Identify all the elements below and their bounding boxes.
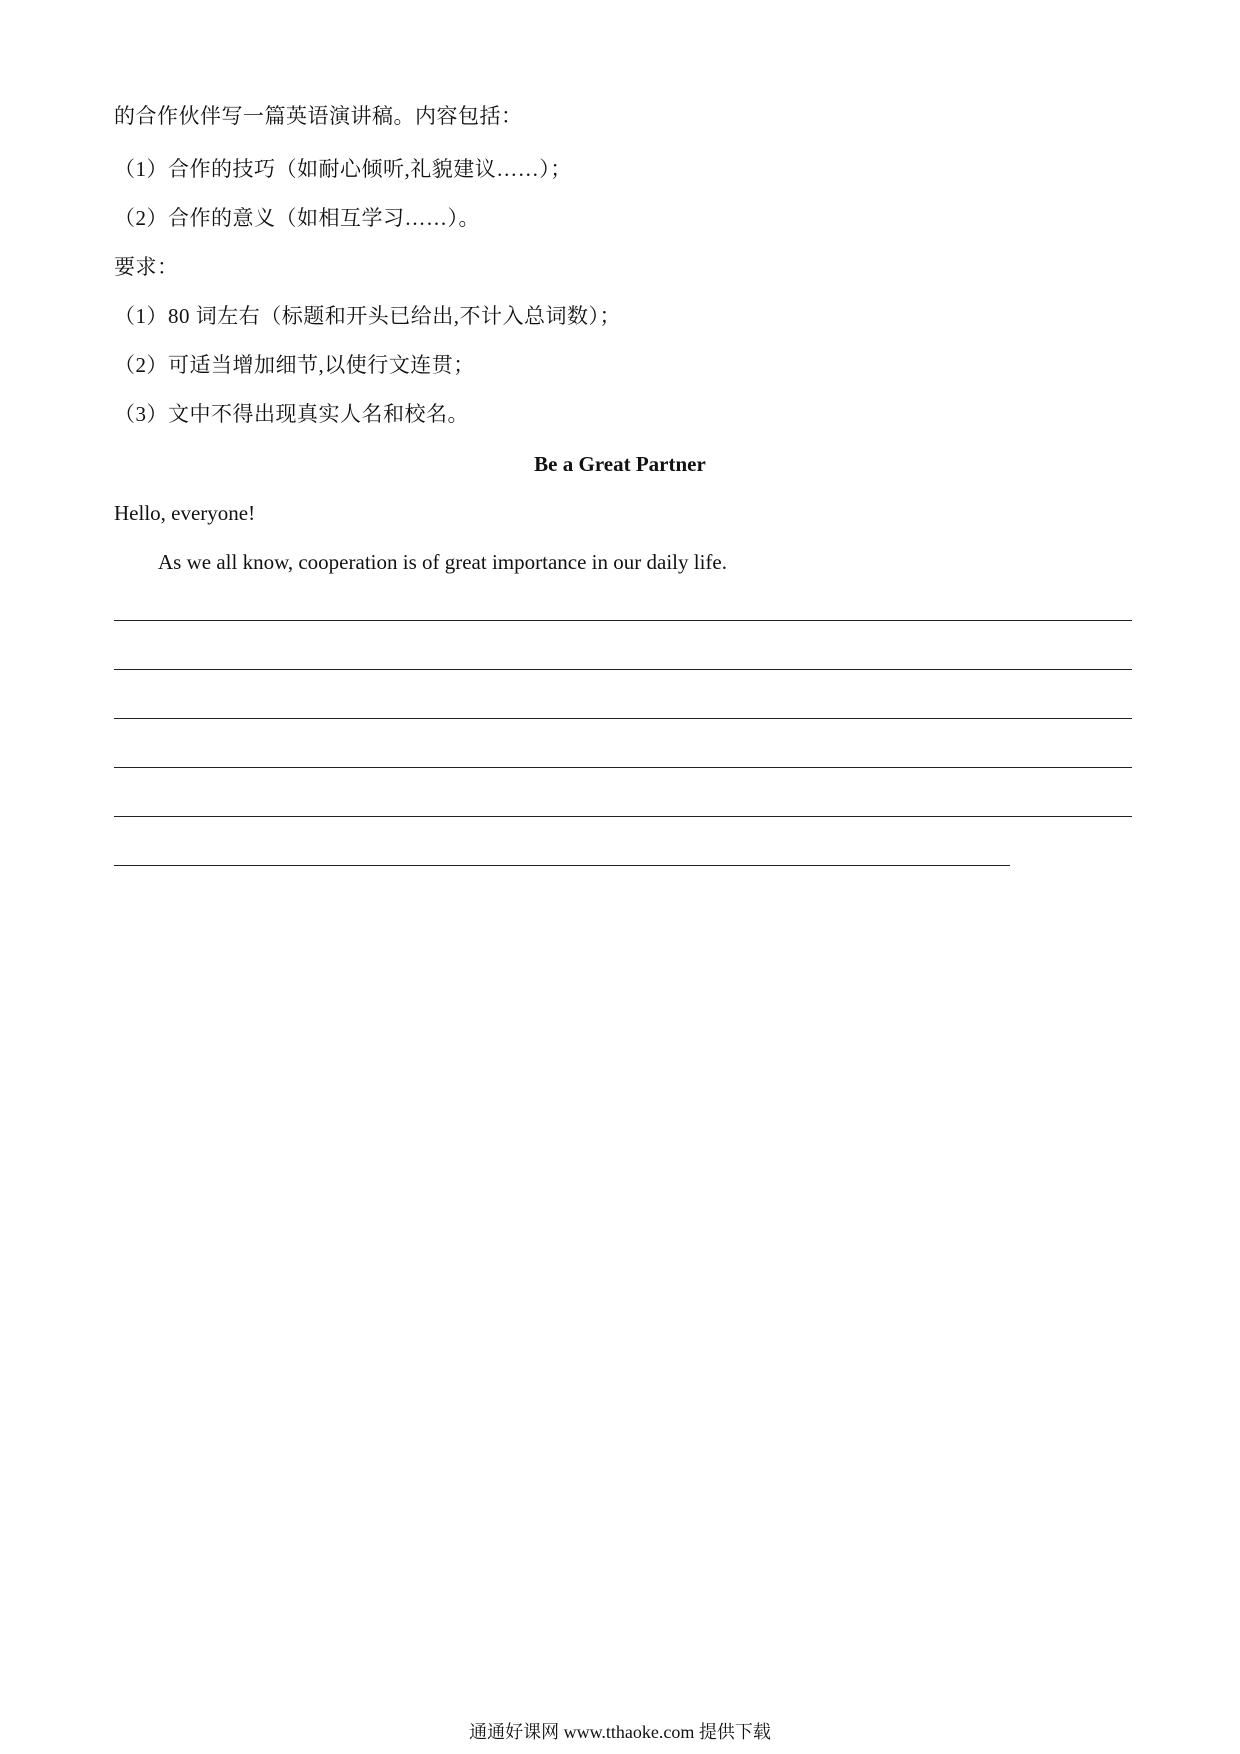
content-item-2: （2）合作的意义（如相互学习……）。 [114,206,480,230]
essay-greeting: Hello, everyone! [114,501,256,525]
essay-title: Be a Great Partner [534,452,706,476]
answer-line [114,767,1132,768]
requirements-heading: 要求： [114,255,179,279]
footer-source-note: 通通好课网 www.tthaoke.com 提供下载 [469,1722,771,1742]
answer-line [114,620,1132,621]
answer-line [114,816,1132,817]
essay-opening-sentence: As we all know, cooperation is of great importance in our daily life. [158,550,727,574]
answer-line [114,669,1132,670]
requirement-item-3: （3）文中不得出现真实人名和校名。 [114,402,469,426]
answer-line [114,718,1132,719]
content-item-1: （1）合作的技巧（如耐心倾听,礼貌建议……）； [114,157,572,181]
requirement-item-2: （2）可适当增加细节,以使行文连贯； [114,353,475,377]
answer-line-last [114,865,1010,866]
requirement-item-1: （1）80 词左右（标题和开头已给出,不计入总词数）； [114,304,621,328]
instruction-intro-tail: 的合作伙伴写一篇英语演讲稿。内容包括： [114,104,523,128]
